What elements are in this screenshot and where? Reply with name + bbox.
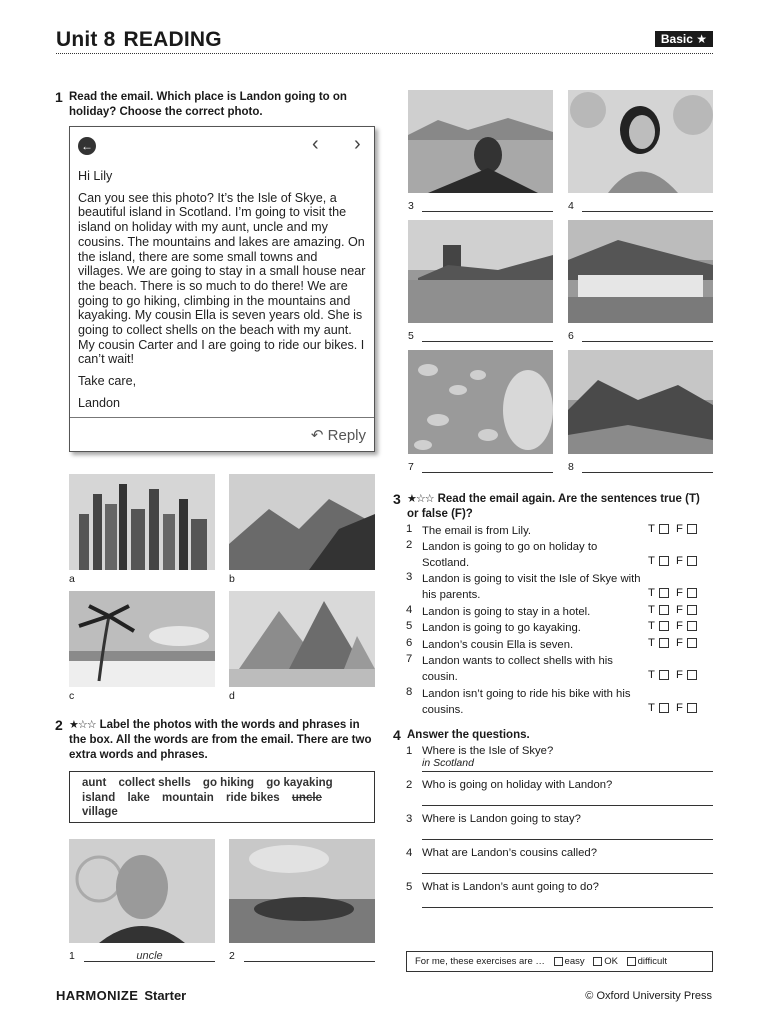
false-checkbox[interactable] (687, 524, 697, 534)
photo-8-mountain[interactable] (568, 350, 713, 454)
answer-line-6[interactable] (582, 330, 713, 342)
email-text: Can you see this photo? It’s the Isle of Skye, a beautiful island in Scotland. I’m going to visit the island on holiday with my aunt, uncle and my cousins. The mountains and lakes are amazing. On the island, there are some small towns and villages. We are going to stay in a small house near the beach. There is so much to do there! We are going to go hiking, climbing in the mountains and kayaking. My cousin Ella is seven years old. She is going to collect shells on the beach with my aunt. My cousin Carter and I are going to ride our bikes. I can’t wait! (78, 190, 366, 367)
true-checkbox[interactable] (659, 605, 669, 615)
chevron-right-icon[interactable]: › (354, 133, 361, 155)
word: village (82, 806, 118, 818)
answer-line-7[interactable] (422, 461, 553, 473)
level-badge: Basic ★ (655, 31, 713, 47)
q2-instruction: ★☆☆ Label the photos with the words and phrases in the box. All the words are from the email. There are two extra words and phrases. (69, 719, 372, 761)
photo-number-4: 4 (568, 200, 574, 212)
photo-number-8: 8 (568, 461, 574, 473)
chevron-left-icon[interactable]: ‹ (312, 133, 319, 155)
email-sender: Landon (78, 395, 121, 410)
photo-6-village[interactable] (568, 220, 713, 323)
false-checkbox[interactable] (687, 638, 697, 648)
email-window (69, 126, 375, 452)
photo-label-b: b (229, 573, 235, 585)
easy-checkbox[interactable] (554, 957, 563, 966)
q2-number: 2 (55, 717, 63, 733)
answer-line[interactable] (422, 873, 713, 874)
photo-number-5: 5 (408, 330, 414, 342)
true-checkbox[interactable] (659, 638, 669, 648)
photo-number-7: 7 (408, 461, 414, 473)
difficulty-stars: ★☆☆ (69, 719, 96, 731)
list-item: 2 Who is going on holiday with Landon? (406, 779, 713, 813)
answer-line[interactable] (422, 771, 713, 772)
photo-7-shells[interactable] (408, 350, 553, 454)
list-item: 3 Where is Landon going to stay? (406, 813, 713, 847)
photo-b-mountains[interactable] (229, 474, 375, 570)
photo-number-2: 2 (229, 950, 235, 962)
word: go hiking (202, 777, 255, 789)
difficulty-stars: ★☆☆ (407, 493, 434, 505)
email-signoff: Take care, (78, 374, 137, 389)
photo-3-kayaking[interactable] (408, 90, 553, 193)
photo-label-c: c (69, 690, 75, 702)
photo-2-island[interactable] (229, 839, 375, 943)
photo-label-d: d (229, 690, 235, 702)
answer-line-8[interactable] (582, 461, 713, 473)
q3-instruction: ★☆☆ Read the email again. Are the sentences true (T) or false (F)? (407, 493, 700, 520)
answer-line-2[interactable] (244, 950, 375, 962)
answer-line[interactable] (422, 907, 713, 908)
false-checkbox[interactable] (687, 621, 697, 631)
reply-button[interactable]: ↶ Reply (310, 427, 366, 444)
answer-line-1[interactable]: uncle (84, 950, 215, 962)
word: lake (127, 791, 150, 804)
false-checkbox[interactable] (687, 703, 697, 713)
q1-instruction: Read the email. Which place is Landon going to on holiday? Choose the correct photo. (69, 91, 347, 118)
difficult-checkbox[interactable] (627, 957, 636, 966)
photo-4-woman[interactable] (568, 90, 713, 193)
word: collect shells (118, 777, 191, 789)
answer-line[interactable] (422, 839, 713, 840)
answer-line-3[interactable] (422, 200, 553, 212)
email-greeting: Hi Lily (78, 169, 113, 183)
unit-title: Unit 8 READING (56, 28, 222, 51)
word: ride bikes (225, 791, 280, 804)
photo-a-city[interactable] (69, 474, 215, 570)
back-arrow-icon[interactable]: ← (78, 137, 96, 155)
email-body (78, 169, 366, 418)
photo-d-pyramids[interactable] (229, 591, 375, 687)
list-item: 4 What are Landon’s cousins called? (406, 847, 713, 881)
false-checkbox[interactable] (687, 605, 697, 615)
answer-text: in Scotland (422, 757, 474, 769)
true-checkbox[interactable] (659, 524, 669, 534)
word: island (82, 791, 116, 804)
q1-number: 1 (55, 89, 63, 105)
true-checkbox[interactable] (659, 703, 669, 713)
word-used: uncle (291, 791, 322, 804)
true-checkbox[interactable] (659, 670, 669, 680)
word: go kayaking (266, 777, 333, 789)
photo-number-6: 6 (568, 330, 574, 342)
photo-5-lake[interactable] (408, 220, 553, 323)
q4-number: 4 (393, 727, 401, 743)
list-item: 1 Where is the Isle of Skye? in Scotland (406, 745, 713, 779)
word-box (69, 771, 375, 823)
photo-label-a: a (69, 573, 75, 585)
answer-line-4[interactable] (582, 200, 713, 212)
q4-instruction: Answer the questions. (407, 729, 530, 741)
true-checkbox[interactable] (659, 556, 669, 566)
answer-line-5[interactable] (422, 330, 553, 342)
photo-number-3: 3 (408, 200, 414, 212)
list-item: 5 What is Landon’s aunt going to do? (406, 881, 713, 915)
true-checkbox[interactable] (659, 621, 669, 631)
false-checkbox[interactable] (687, 588, 697, 598)
ok-checkbox[interactable] (593, 957, 602, 966)
false-checkbox[interactable] (687, 670, 697, 680)
footer-brand: HARMONIZE Starter (56, 988, 187, 1003)
footer-copyright: © Oxford University Press (585, 990, 712, 1002)
self-evaluation-box: For me, these exercises are … easy OK difficult (406, 951, 713, 972)
photo-c-beach[interactable] (69, 591, 215, 687)
photo-number-1: 1 (69, 950, 75, 962)
false-checkbox[interactable] (687, 556, 697, 566)
word: mountain (162, 791, 214, 804)
page-header (56, 28, 713, 54)
word: aunt (82, 777, 107, 789)
answer-line[interactable] (422, 805, 713, 806)
photo-1-man[interactable] (69, 839, 215, 943)
q3-number: 3 (393, 491, 401, 507)
true-checkbox[interactable] (659, 588, 669, 598)
reply-icon: ↶ (310, 427, 328, 444)
